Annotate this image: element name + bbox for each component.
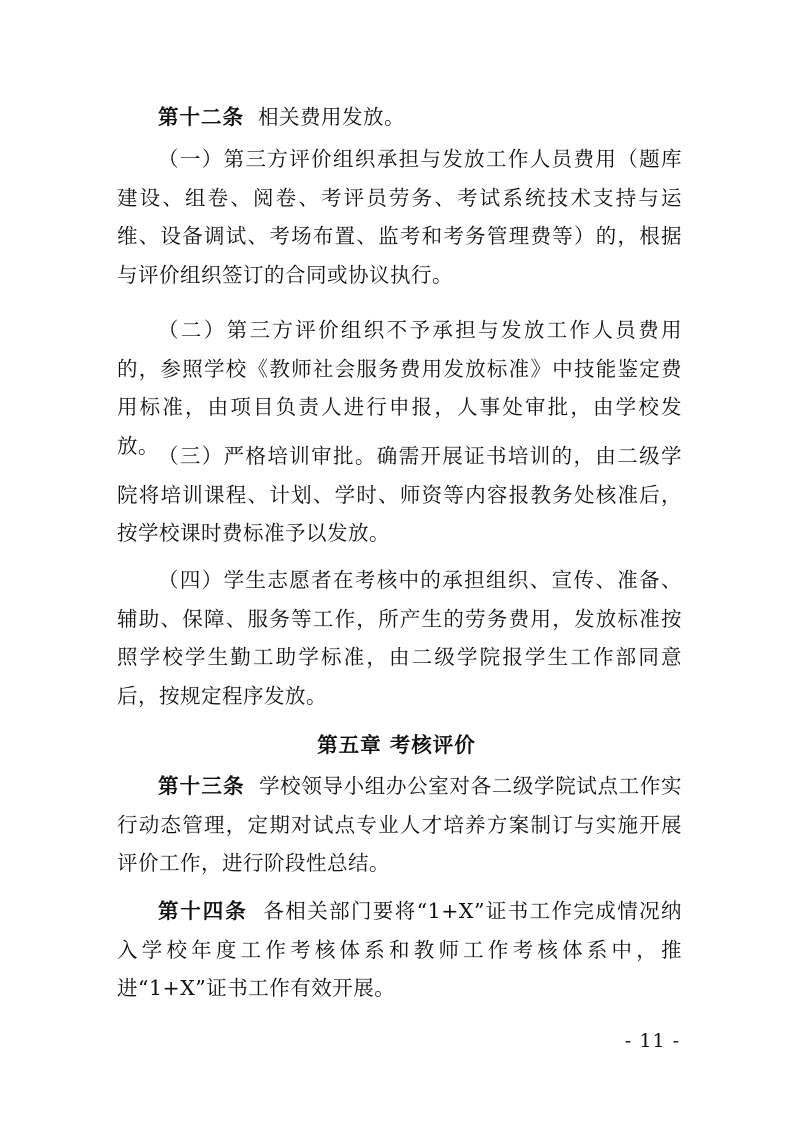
article-14 (117, 892, 682, 1008)
article-12-item-2: （二）第三方评价组织不予承担与发放工作人员费用的，参照学校《教师社会服务费用发放标准》中技能鉴定费用标准，由项目负责人进行申报，人事处审批，由学校发放。 (117, 318, 682, 458)
article-13 (117, 767, 682, 883)
chapter-5-title: 第五章 考核评价 (317, 733, 476, 757)
article-12-title: 相关费用发放。 (258, 105, 406, 129)
article-12-label: 第十二条 (158, 105, 244, 129)
page-number: - 11 - (624, 1030, 680, 1052)
article-14-body: 各相关部门要将“1+X”证书工作完成情况纳入学校年度工作考核体系和教师工作考核体系中，推进“1+X”证书工作有效开展。 (117, 899, 682, 1000)
article-12-heading (117, 98, 682, 137)
article-12-item-3: （三）严格培训审批。确需开展证书培训的，由二级学院将培训课程、计划、学时、师资等内容报教务处核准后，按学校课时费标准予以发放。 (117, 444, 682, 545)
article-13-body: 学校领导小组办公室对各二级学院试点工作实行动态管理，定期对试点专业人才培养方案制订与实施开展评价工作，进行阶段性总结。 (117, 774, 683, 875)
article-13-label: 第十三条 (158, 774, 245, 798)
article-12-item-1: （一）第三方评价组织承担与发放工作人员费用（题库建设、组卷、阅卷、考评员劳务、考试系统技术支持与运维、设备调试、考场布置、监考和考务管理费等）的，根据与评价组织签订的合同或协议执行。 (117, 147, 682, 287)
article-12-item-4: （四）学生志愿者在考核中的承担组织、宣传、准备、辅助、保障、服务等工作，所产生的劳务费用，发放标准按照学校学生勤工助学标准，由二级学院报学生工作部同意后，按规定程序发放。 (117, 568, 682, 708)
article-14-label: 第十四条 (158, 899, 248, 923)
